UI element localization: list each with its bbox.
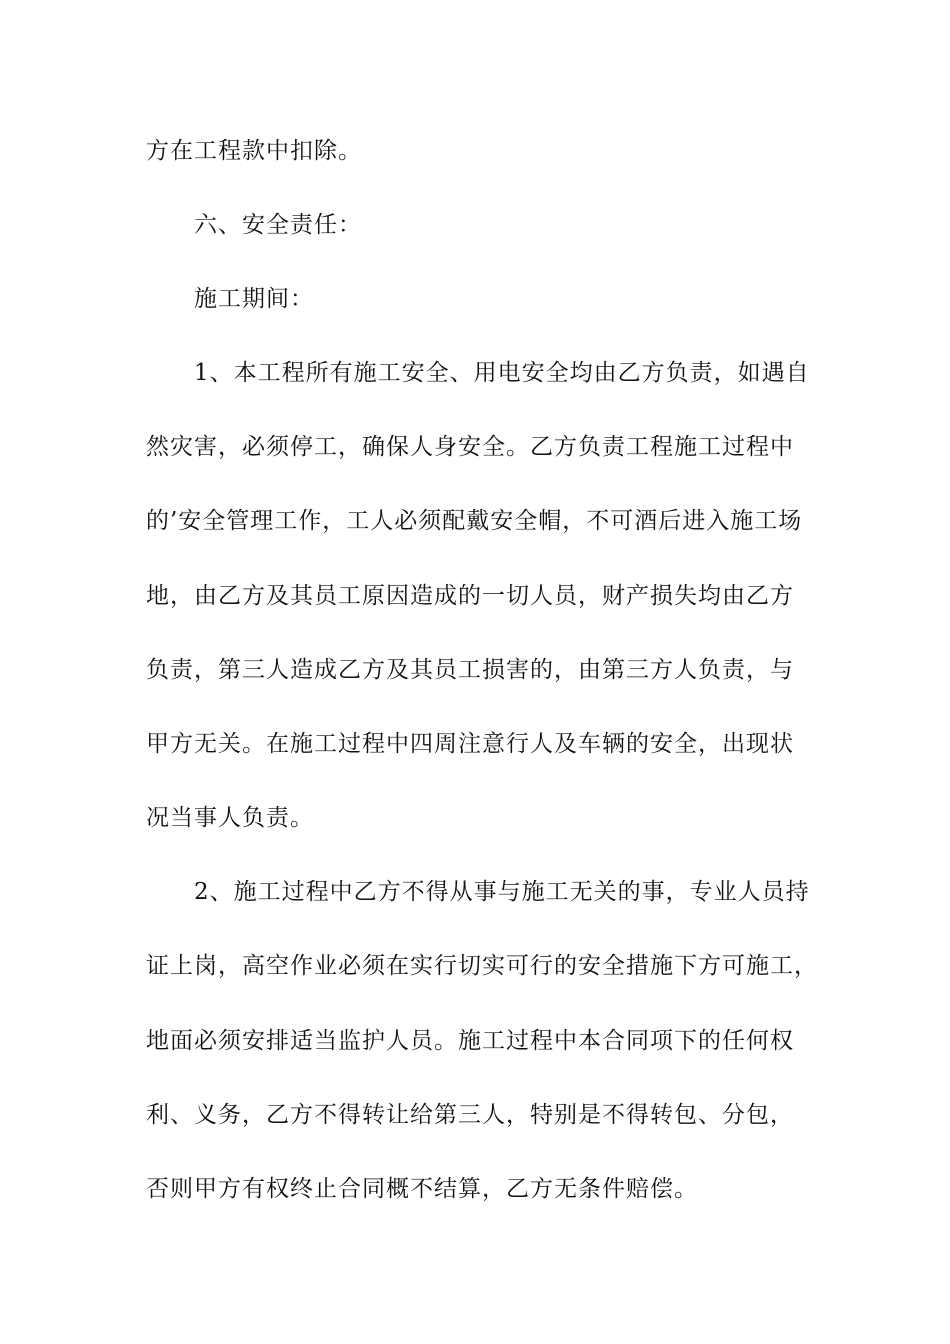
text-line: 况当事人负责。 [146, 805, 314, 831]
text-line: 证上岗，高空作业必须在实行切实可行的安全措施下方可施工， [146, 953, 818, 979]
text-line: 的’安全管理工作，工人必须配戴安全帽，不可酒后进入施工场 [146, 508, 803, 534]
text-line: 2、施工过程中乙方不得从事与施工无关的事，专业人员持 [194, 879, 810, 905]
text-line: 方在工程款中扣除。 [146, 138, 362, 164]
text-line: 否则甲方有权终止合同概不结算，乙方无条件赔偿。 [146, 1176, 698, 1202]
section-heading: 六、安全责任： [194, 212, 362, 238]
text-line: 利、义务，乙方不得转让给第三人，特别是不得转包、分包， [146, 1102, 794, 1128]
text-line: 甲方无关。在施工过程中四周注意行人及车辆的安全，出现状 [146, 731, 794, 757]
text-line: 地，由乙方及其员工原因造成的一切人员，财产损失均由乙方 [146, 583, 794, 609]
text-line: 然灾害，必须停工，确保人身安全。乙方负责工程施工过程中 [146, 434, 794, 460]
text-line: 1、本工程所有施工安全、用电安全均由乙方负责，如遇自 [194, 360, 810, 386]
subheading: 施工期间： [194, 286, 314, 312]
text-line: 负责，第三人造成乙方及其员工损害的，由第三方人负责，与 [146, 657, 794, 683]
text-line: 地面必须安排适当监护人员。施工过程中本合同项下的任何权 [146, 1028, 794, 1054]
